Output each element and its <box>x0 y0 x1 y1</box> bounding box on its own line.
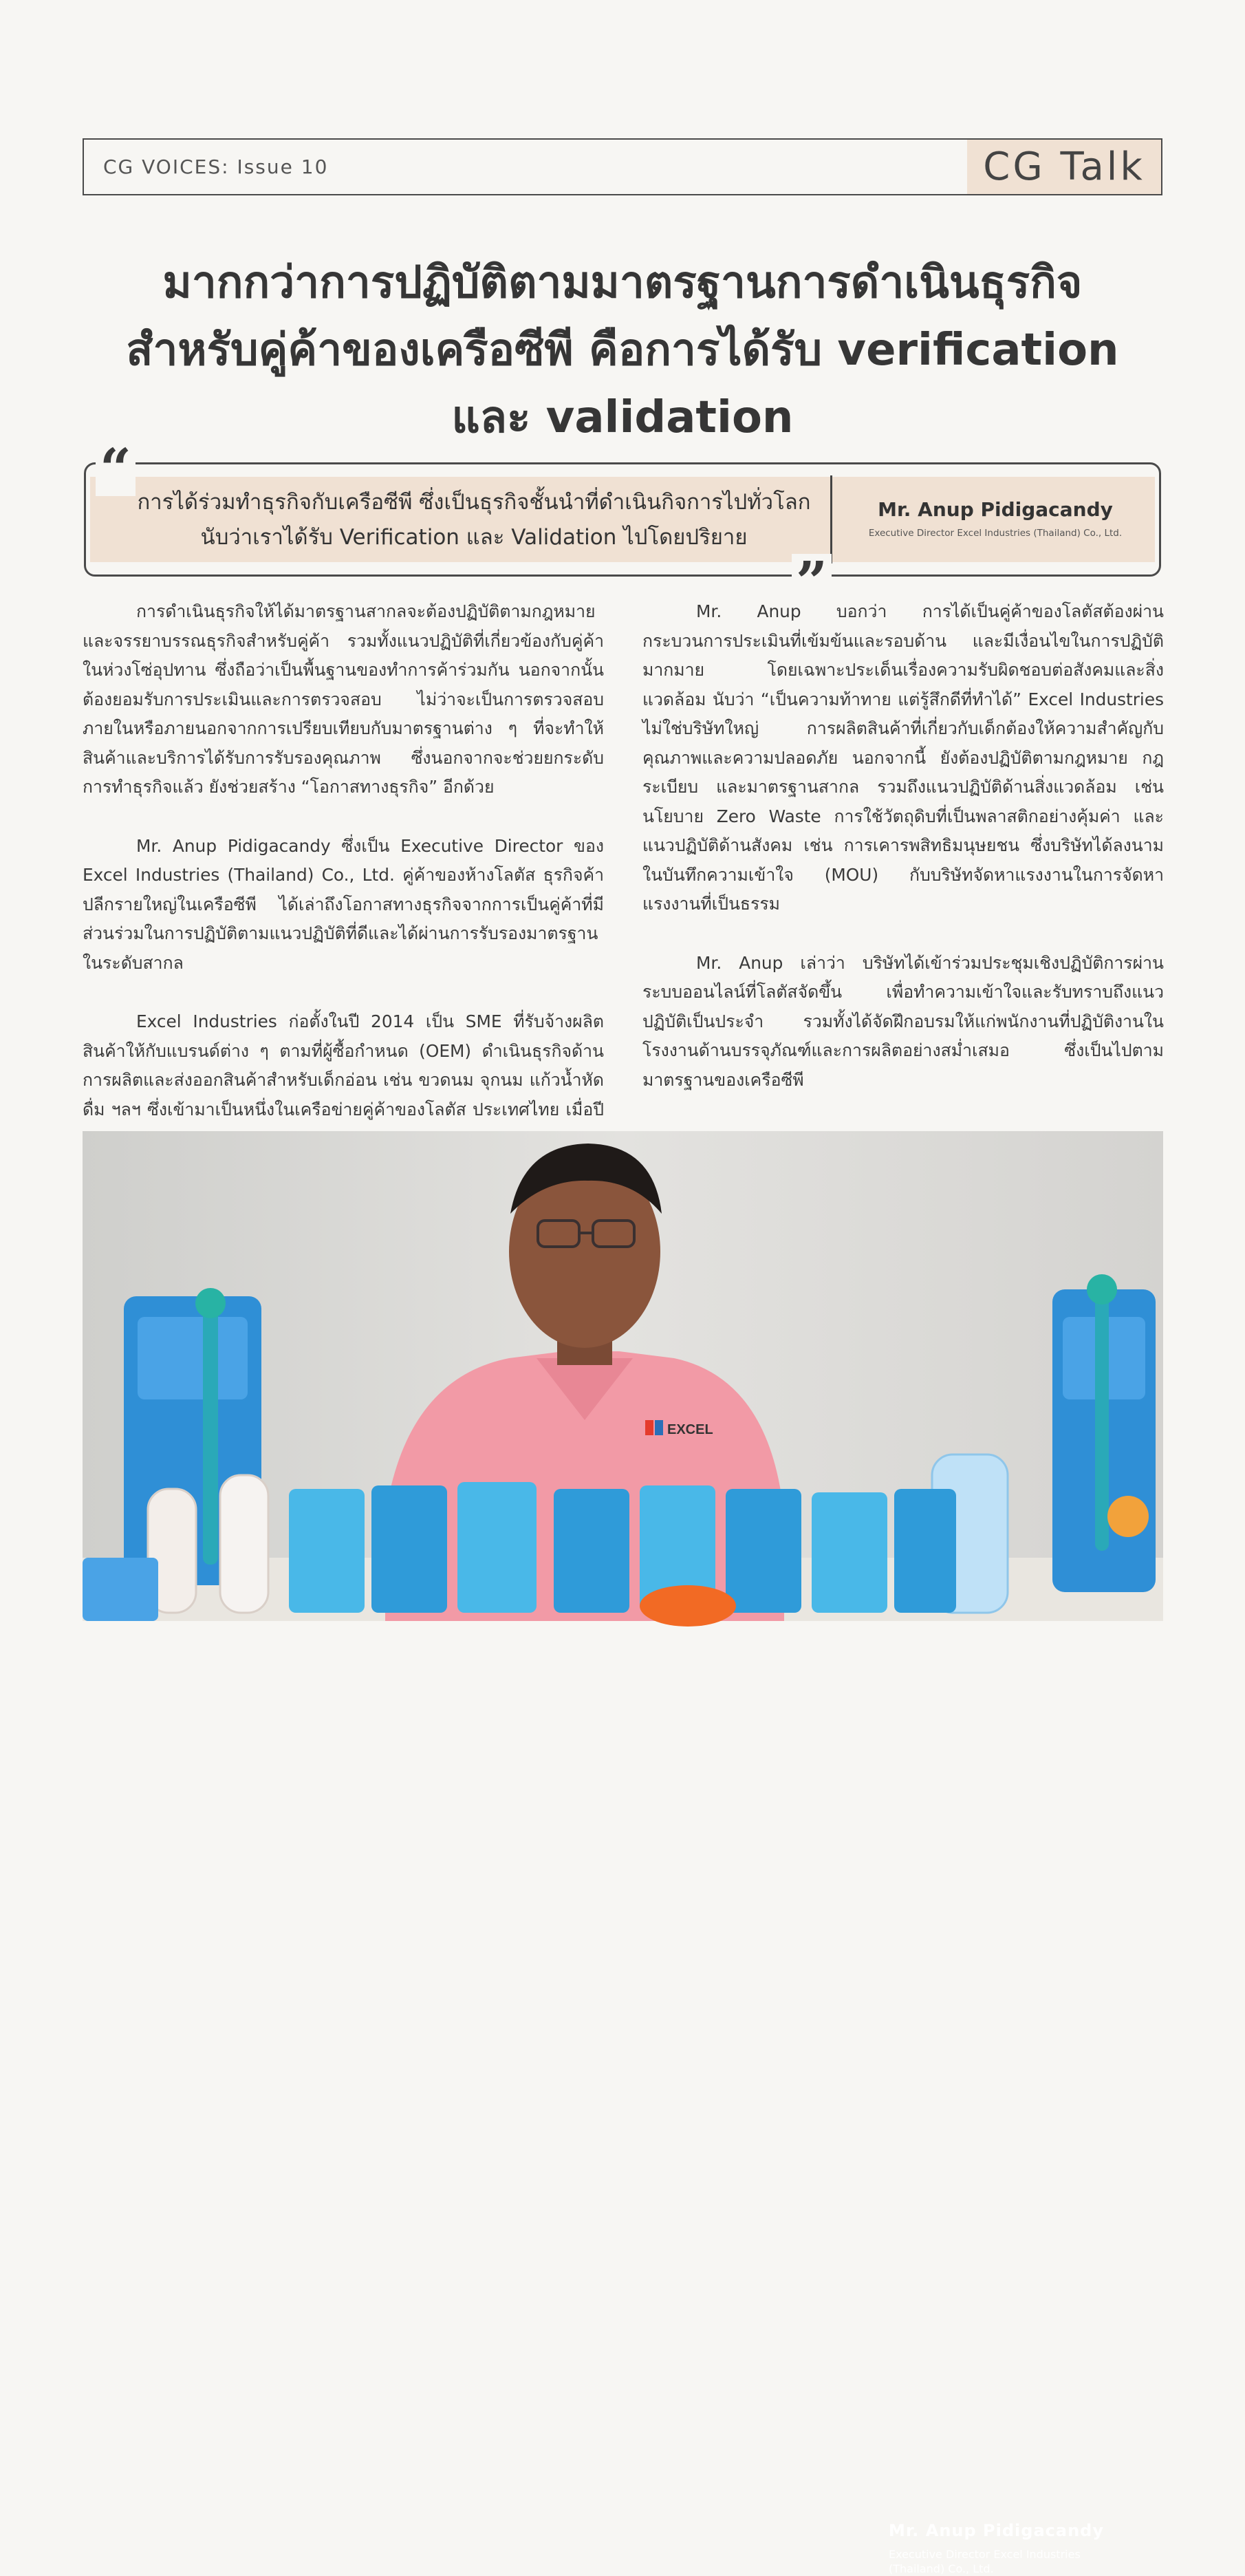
caption-role-line-1: Executive Director Excel Industries <box>889 2548 1081 2561</box>
caption-role-line-2: (Thailand) Co., Ltd. <box>889 2562 994 2575</box>
pull-quote-box <box>84 436 1161 614</box>
product-package-right <box>1052 1274 1156 1592</box>
title-line-1: มากกว่าการปฏิบัติตามมาตรฐานการดำเนินธุรกิจ <box>162 257 1083 308</box>
paragraph: Mr. Anup Pidigacandy ซึ่งเป็น Executive Director ของ Excel Industries (Thailand) Co., Ltd. คู่ค้าของห้างโลตัส ธุรกิจค้าปลีกรายใหญ่ในเครือซีพี ได้เล่าถึงโอกาสทางธุรกิจจากการเป็นคู่ค้าที่มีส่วนร่วมในการปฏิบัติตามแนวปฏิบัติที่ดีและได้ผ่านการรับรองมาตรฐานในระดับสากล <box>83 835 604 973</box>
quote-line-2: นับว่าเราได้รับ Verification และ Validation ไปโดยปริยาย <box>200 525 748 550</box>
close-quote-icon: ” <box>792 554 832 609</box>
paragraph: Excel Industries ก่อตั้งในปี 2014 เป็น SME ที่รับจ้างผลิตสินค้าให้กับแบรนด์ต่าง ๆ ตามที่ผู้ซื้อกำหนด (OEM) ดำเนินธุรกิจด้านการผลิตและส่งออกสินค้าสำหรับเด็กอ่อน เช่น ขวดนม จุกนม แก้วน้ำหัดดื่ม ฯลฯ ซึ่งเข้ามาเป็นหนึ่งในเครือข่ายคู่ค้าของโลตัส ประเทศไทย เมื่อปี <box>83 1011 604 1119</box>
photo-illustration <box>83 1131 1163 1621</box>
speaker-role: Executive Director Excel Industries (Thailand) Co., Ltd. <box>868 528 1123 539</box>
quote-line-1: การได้ร่วมทำธุรกิจกับเครือซีพี ซึ่งเป็นธุรกิจชั้นนำที่ดำเนินกิจการไปทั่วโลก <box>137 490 811 515</box>
photo-caption <box>889 2520 1104 2576</box>
body-column-left <box>83 597 604 1183</box>
pull-quote-text <box>102 485 845 555</box>
paragraph: Mr. Anup เล่าว่า บริษัทได้เข้าร่วมประชุมเชิงปฏิบัติการผ่านระบบออนไลน์ที่โลตัสจัดขึ้น เพื่อทำความเข้าใจและรับทราบถึงแนวปฏิบัติเป็นประจำ รวมทั้งได้จัดฝึกอบรมให้แก่พนักงานที่ปฏิบัติงานในโรงงานด้านบรรจุภัณฑ์และการผลิตอย่างสม่ำเสมอ ซึ่งเป็นไปตามมาตรฐานของเครือซีพี <box>642 952 1164 1090</box>
open-quote-icon: “ <box>96 441 136 496</box>
caption-role <box>889 2547 1104 2576</box>
quote-divider <box>830 475 832 564</box>
paragraph: การดำเนินธุรกิจให้ได้มาตรฐานสากลจะต้องปฏิบัติตามกฎหมายและจรรยาบรรณธุรกิจสำหรับคู่ค้า รวมทั้งแนวปฏิบัติที่เกี่ยวข้องกับคู่ค้าในห่วงโซ่อุปทาน ซึ่งถือว่าเป็นพื้นฐานของทำการค้าร่วมกัน นอกจากนั้นต้องยอมรับการประเมินและการตรวจสอบ ไม่ว่าจะเป็นการตรวจสอบภายในหรือภายนอกจากการเปรียบเทียบกับมาตรฐานต่าง ๆ ที่จะทำให้สินค้าและบริการได้รับการรับรองคุณภาพ ซึ่งนอกจากจะช่วยยกระดับการทำธุรกิจแล้ว ยังช่วยสร้าง “โอกาสทางธุรกิจ” อีกด้วย <box>83 601 604 797</box>
shirt-logo-text: EXCEL <box>667 1422 713 1437</box>
title-line-2: สำหรับคู่ค้าของเครือซีพี คือการได้รับ verification <box>126 325 1119 376</box>
body-column-right <box>642 597 1164 1124</box>
shirt-logo-mark <box>645 1420 653 1435</box>
section-tag: CG Talk <box>967 140 1161 194</box>
caption-name: Mr. Anup Pidigacandy <box>889 2521 1104 2540</box>
quote-speaker <box>837 497 1154 539</box>
issue-header-bar <box>83 138 1162 195</box>
issue-label: CG VOICES: Issue 10 <box>103 155 329 178</box>
title-line-3: และ validation <box>451 392 794 443</box>
article-photo <box>83 1131 1163 2575</box>
paragraph: Mr. Anup บอกว่า การได้เป็นคู่ค้าของโลตัสต้องผ่านกระบวนการประเมินที่เข้มข้นและรอบด้าน และมีเงื่อนไขในการปฏิบัติมากมาย โดยเฉพาะประเด็นเรื่องความรับผิดชอบต่อสังคมและสิ่งแวดล้อม นับว่า “เป็นความท้าทาย แต่รู้สึกดีที่ทำได้” Excel Industries ไม่ใช่บริษัทใหญ่ การผลิตสินค้าที่เกี่ยวกับเด็กต้องให้ความสำคัญกับคุณภาพและความปลอดภัย นอกจากนี้ ยังต้องปฏิบัติตามกฎหมาย กฎระเบียบ และมาตรฐานสากล รวมถึงแนวปฏิบัติด้านสิ่งแวดล้อม เช่น นโยบาย Zero Waste การใช้วัตถุดิบที่เป็นพลาสติกอย่างคุ้มค่า และแนวปฏิบัติด้านสังคม เช่น การเคารพสิทธิมนุษยชน ซึ่งบริษัทได้ลงนามในบันทึกความเข้าใจ (MOU) กับบริษัทจัดหาแรงงานในการจัดหาแรงงานที่เป็นธรรม <box>642 601 1164 914</box>
speaker-name: Mr. Anup Pidigacandy <box>878 498 1113 521</box>
article-title <box>76 249 1169 451</box>
